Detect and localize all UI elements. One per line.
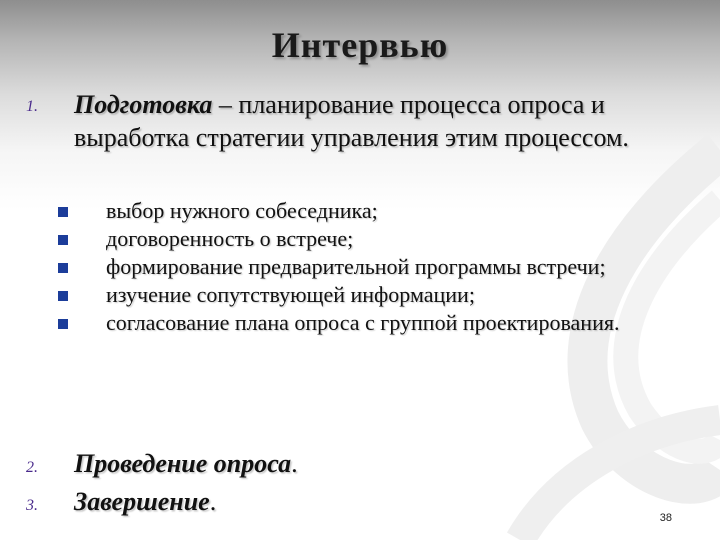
item-keyword: Проведение опроса bbox=[74, 449, 292, 478]
item-keyword: Завершение bbox=[74, 487, 210, 516]
main-item-conducting bbox=[74, 447, 694, 480]
square-bullet-icon bbox=[58, 207, 68, 217]
list-item bbox=[58, 283, 678, 307]
item-text: – планирование процесса опроса и выработка стратегии управления этим процессом. bbox=[74, 90, 629, 152]
list-item bbox=[58, 199, 678, 223]
square-bullet-icon bbox=[58, 235, 68, 245]
item-number-2: 2. bbox=[26, 459, 38, 476]
sub-item-text: согласование плана опроса с группой проектирования. bbox=[106, 310, 620, 335]
main-item-preparation bbox=[74, 88, 694, 154]
item-number-1: 1. bbox=[26, 98, 38, 115]
square-bullet-icon bbox=[58, 263, 68, 273]
list-item bbox=[58, 255, 678, 279]
item-text: . bbox=[209, 487, 217, 516]
sub-item-text: формирование предварительной программы встречи; bbox=[106, 254, 606, 279]
list-item bbox=[58, 311, 678, 335]
item-text: . bbox=[291, 449, 298, 478]
square-bullet-icon bbox=[58, 291, 68, 301]
item-keyword: Подготовка bbox=[74, 90, 213, 119]
list-item bbox=[58, 227, 678, 251]
page-number: 38 bbox=[659, 512, 672, 524]
sub-item-text: изучение сопутствующей информации; bbox=[106, 282, 475, 307]
square-bullet-icon bbox=[58, 319, 68, 329]
main-item-completion bbox=[74, 485, 694, 518]
sub-item-text: выбор нужного собеседника; bbox=[106, 198, 378, 223]
sub-item-list bbox=[58, 199, 678, 339]
sub-item-text: договоренность о встрече; bbox=[106, 226, 354, 251]
slide-title: Интервью bbox=[271, 25, 449, 65]
item-number-3: 3. bbox=[26, 497, 38, 514]
